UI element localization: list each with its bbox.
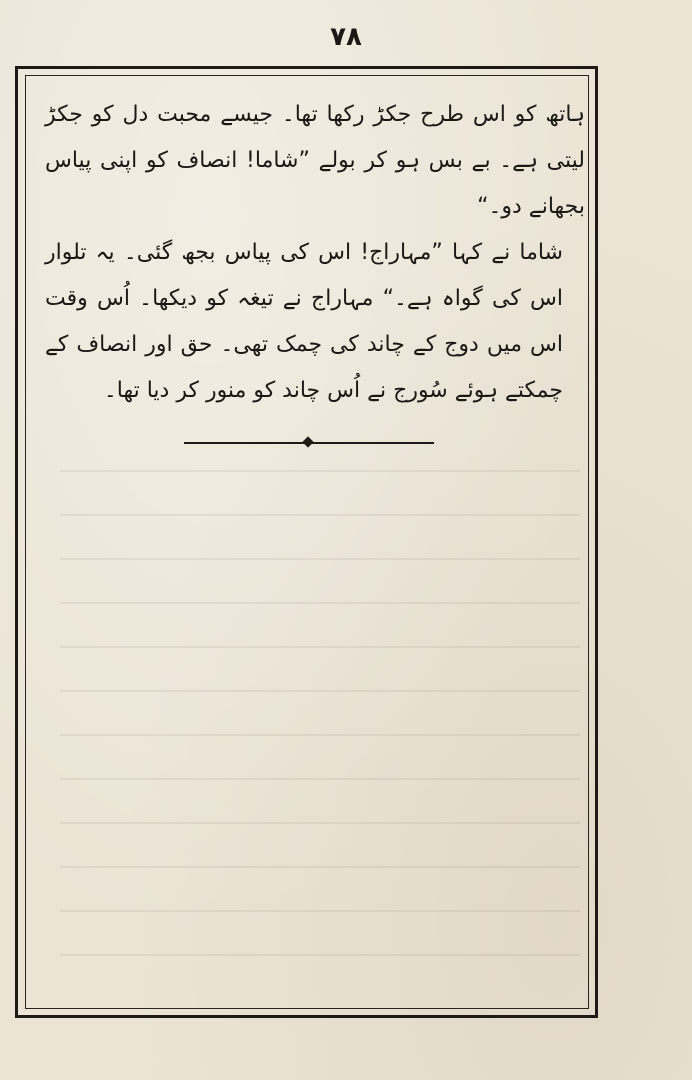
bleed-through-texture [60, 470, 580, 970]
page-text [45, 92, 585, 414]
divider-ornament-icon [302, 436, 313, 447]
section-divider [184, 436, 434, 450]
paragraph-1: ہاتھ کو اس طرح جکڑ رکھا تھا۔ جیسے محبت دل کو جکڑ لیتی ہے۔ بے بس ہو کر بولے ”شاما! انصاف کو اپنی پیاس بجھانے دو۔“ [45, 102, 585, 219]
paragraph-2: شاما نے کہا ”مہاراج! اس کی پیاس بجھ گئی۔ یہ تلوار اس کی گواہ ہے۔“ مہاراج نے تیغہ کو دیکھا۔ اُس وقت اس میں دوج کے چاند کی چمک تھی۔ حق اور انصاف کے چمکتے ہوئے سُورج نے اُس چاند کو منور کر دیا تھا۔ [45, 240, 563, 403]
page-number: ۷۸ [330, 22, 362, 52]
